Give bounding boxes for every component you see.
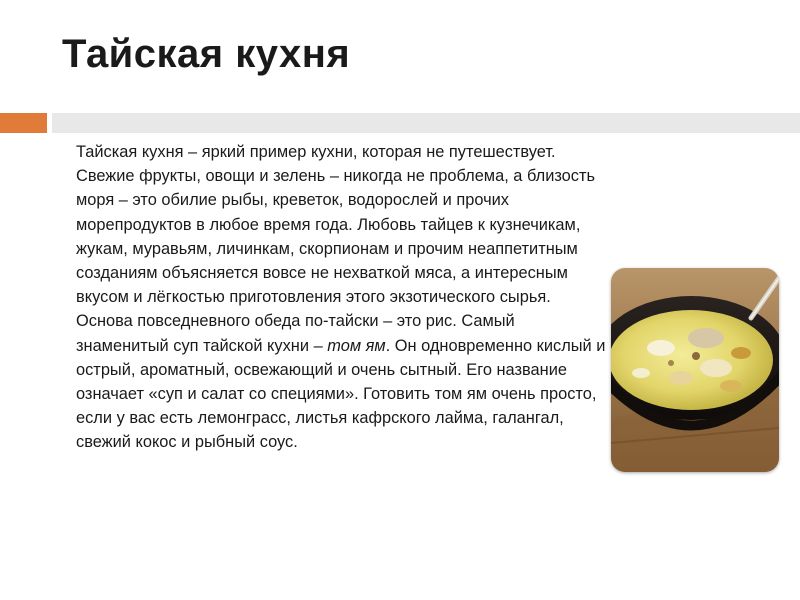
paragraph-2 xyxy=(76,309,606,454)
paragraph-1: Тайская кухня – яркий пример кухни, которая не путешествует. Свежие фрукты, овощи и зелень – никогда не проблема, а близость моря – это обилие рыбы, креветок, водорослей и прочих морепродуктов в любое время года. Любовь тайцев к кузнечикам, жукам, муравьям, личинкам, скорпионам и прочим неаппетитным созданиям объясняется вовсе не нехваткой мяса, а интересным вкусом и лёгкостью приготовления этого экзотического сырья. xyxy=(76,143,596,307)
paragraph-2-end: . Он одновременно кислый и острый, ароматный, освежающий и очень сытный. Его название означает «суп и салат со специями». Готовить том ям очень просто, если у вас есть лемонграсс, листья кафрского лайма, галангал, свежий кокос и рыбный соус. xyxy=(76,336,606,452)
paragraph-2-start: Основа повседневного обеда по-тайски – это рис. Самый знаменитый суп тайской кухни – xyxy=(76,312,515,355)
accent-bar xyxy=(0,113,47,133)
slide-body xyxy=(76,140,606,455)
paragraph-2-emphasis: том ям xyxy=(327,336,386,355)
slide-title: Тайская кухня xyxy=(62,32,351,76)
header-bar xyxy=(52,113,800,133)
soup-bowl-image xyxy=(611,268,779,472)
soup-photo xyxy=(611,268,779,472)
